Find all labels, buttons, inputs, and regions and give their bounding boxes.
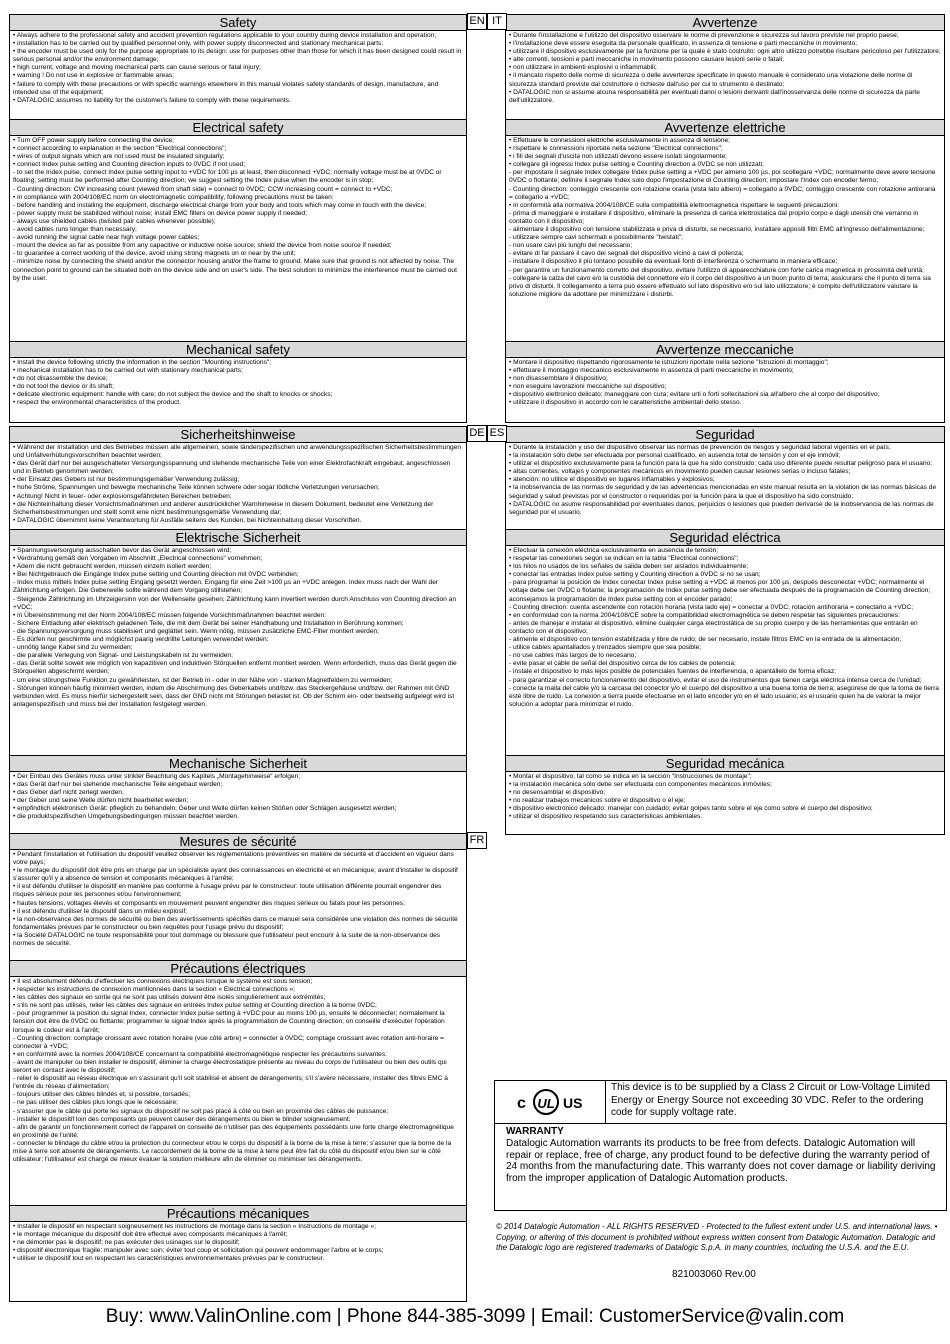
safety-item: • hohe Ströme, Spannungen und bewegte mechanische Teile können schwere oder sogar tödliche Verletzungen verursachen; xyxy=(13,484,380,492)
section-body xyxy=(10,1222,466,1301)
safety-item: • Durante la instalación y uso del dispositivo observar las normas de prevención de riesgos y seguridad laboral vigentes en el país; xyxy=(509,444,891,451)
section-de-0 xyxy=(9,426,467,530)
safety-item: • la instalación mecánica sólo debe ser efectuada con componentes mecánicos inmóviles; xyxy=(509,781,772,789)
safety-item: • installation has to be carried out by qualified personnel only, with power supply disconnected and stationary mechanical parts; xyxy=(13,40,384,48)
safety-item: • la non-observance des normes de sécurité ou bien des avertissements spécifiés dans ce manuel sera considérée une violation des normes de sécurité fondamentales prévues par le constructeur ou bien requêtes pour l'usage prévu du dispositif; xyxy=(13,915,458,931)
warranty-title: WARRANTY xyxy=(506,1126,564,1137)
lang-tag-en: EN xyxy=(467,13,487,30)
section-heading: Elektrische Sicherheit xyxy=(10,530,466,546)
section-body xyxy=(10,546,466,755)
safety-item: • respect the environmental characteristics of the product. xyxy=(13,399,181,407)
safety-item: • los hilos no usados de los señales de salida deben ser aislados individualmente; xyxy=(509,563,749,571)
section-heading: Safety xyxy=(10,15,466,31)
safety-item: • non disassemblare il dispositivo; xyxy=(509,375,608,383)
safety-item: - unnötig lange Kabel sind zu vermeiden; xyxy=(13,644,133,652)
safety-item: • Spannungsversorgung ausschalten bevor das Gerät angeschlossen wird; xyxy=(13,547,232,554)
safety-item: • utilizzare il dispositivo in accordo con le caratteristiche ambientali dello stesso. xyxy=(509,399,742,407)
safety-item: - Counting direction: cuenta ascendente con rotación horaria (vista lado eje) = conectar a 0VDC; rotación antihoraria = conectarlo a +VDC; xyxy=(509,603,914,611)
safety-item: • la instalación sólo debe ser efectuada por personal cualificado, en ausencia total de tensión y con el eje inmóvil; xyxy=(509,452,841,460)
safety-item: - avoid running the signal cable near high voltage power cables; xyxy=(13,234,200,242)
safety-item: - connecter le blindage du câble et/ou la protection du connecteur et/ou le corps du dispositif à la borne de la mise à terre; s'assurer que la borne de la mise à terre soit absente de dérangements. Le raccordement de la borne de la mise à terre peut être fait du côté du dispositif et/ou bien sur le côté utilisateur; l'utilisateur est chargé de mieux évaluer la solution meilleure afin de éliminer ou minimiser les dérangements. xyxy=(13,1139,452,1164)
section-heading: Mechanische Sicherheit xyxy=(10,756,466,772)
safety-item: • empfindlich elektronisch Gerät: pfleglich zu behandeln; Geber und Welle dürfen keinen Stößen oder Schlägen ausgesetzt werden; xyxy=(13,805,397,813)
safety-item: • alte correnti, tensioni e parti meccaniche in movimento possono causare lesioni serie o fatali; xyxy=(509,56,784,64)
safety-item: • hautes tensions, voltages élevés et composants en mouvement peuvent engendrer des risques sérieux ou fatals pour les personnes; xyxy=(13,899,405,907)
safety-item: - utilice cables apantallados y trenzados siempre que sea posible; xyxy=(509,644,702,652)
safety-item: • conectar las entradas Index pulse setting y Counting direction a 0VDC si no se usan; xyxy=(509,571,761,579)
safety-item: • la inobservancia de las normas de seguridad y de las advertencias mencionadas en este manual resulta en la violation de las normas básicas de seguridad y salud previstas por el constructor o requeridas por la función para la que el dispositivo ha sido construido; xyxy=(509,484,937,500)
section-heading: Sicherheitshinweise xyxy=(10,427,466,443)
safety-item: - installer le dispositif loin des composants qui peuvent causer des dérangements ou bien le blinder soigneusement; xyxy=(13,1115,351,1123)
safety-item: - Counting direction: CW increasing count (viewed from shaft side) = connect to 0VDC; CCW increasing count = connect to +VDC; xyxy=(13,185,393,193)
safety-item: • il est défendu d'utiliser le dispositif dans un milieu explosif; xyxy=(13,907,187,915)
section-heading: Electrical safety xyxy=(10,120,466,136)
safety-item: • dispositif électronique fragile: manipuler avec soin; éviter tout coup et sollicitation qui peuvent endommager l'arbre et le corps; xyxy=(13,1247,384,1255)
safety-item: • il est défendu d'utiliser le dispositif en manière pas conforme à l'usage prévu par le constructeur: toute utilisation différente pourrait engendrer des risques sérieux pour les personnes et/ou l'environnement; xyxy=(13,883,442,899)
safety-item: • en conformité avec la normes 2004/108/CE concernant la compatibilité électromagnétique respecter les précautions suivantes: xyxy=(13,1050,387,1058)
safety-item: • DATALOGIC no asume responsabilidad por eventuales danos, perjuicios o lesiones que pueden derivarse de la inobservancia de las normas de seguridad por el usuario. xyxy=(509,500,934,516)
section-it-2 xyxy=(505,342,945,423)
safety-item: • en conformidad con la norma 2004/108/CE sobre la compatibilidad electromagnética se deben respetar las siguientes precauciones: xyxy=(509,611,900,619)
safety-item: • mechanical installation has to be carried out with stationary mechanical parts; xyxy=(13,367,243,375)
safety-item: - Steigende Zählrichtung im Uhrzeigersinn von der Wellenseite gesehen; Zählrichtung kann invertiert werden durch Anschluss von Counting direction an +VDC; xyxy=(13,595,457,611)
safety-item: • respecter les instructions de connexion mentionnées dans la section « Electrical connections »; xyxy=(13,986,295,994)
safety-item: • no desensamblar el dispositivo; xyxy=(509,789,606,797)
safety-item: • Pendant l'installation et l'utilisation du dispositif veuillez observer les réglementations préventives en matière de sécurité et d'accident en vigueur dans votre pays; xyxy=(13,851,454,867)
safety-item: - Es dürfen nur geschirmte und möglichst paarig verdrillte Leitungen verwendet werden; xyxy=(13,636,269,644)
safety-item: - non usare cavi più lunghi del necessario; xyxy=(509,242,633,250)
ul-logo-us: US xyxy=(563,1095,583,1111)
safety-item: - afin de garantir un fonctionnement correct de l'appareil on conseille de n'utiliser pas des équipements possédants une forte charge électromagnétique en proximité de l'unité; xyxy=(13,1123,454,1139)
safety-item: - para programar la posición de Index conectar Index pulse setting a +VDC al menos por 100 µs, después desconectar +VDC; normalmente el voltaje debe ser 0VDC o flotante; la programación de Index pulse setting debe ser efectuada después de la programación de Counting direction; aconsejamos la programación de Index pulse setting con el encoder parado; xyxy=(509,579,931,603)
safety-item: • in compliance with 2004/108/EC norm on electromagnetic compatibility, following precautions must be taken: xyxy=(13,193,334,201)
section-heading: Seguridad mecánica xyxy=(506,756,944,772)
ul-divider xyxy=(605,1081,606,1123)
safety-item: • les câbles des signaux en sortie qui ne sont pas utilisés doivent être isolés singulièrement aux extrémités; xyxy=(13,994,326,1002)
section-fr-2 xyxy=(9,1206,467,1302)
safety-item: • respetar las conexiones según se indican en la tabla "Electrical connections"; xyxy=(509,555,739,563)
safety-item: • Montare il dispositivo rispettando rigorosamente le istruzioni riportate nella sezione "Istruzioni di montaggio"; xyxy=(509,359,829,366)
safety-item: • wires of output signals which are not used must be insulated singularly; xyxy=(13,153,225,161)
section-heading: Précautions électriques xyxy=(10,961,466,977)
safety-item: • Montar el dispositivo, tal como se indica en la sección "Instrucciones de montaje"; xyxy=(509,773,752,780)
safety-item: - collegare la calza del cavo e/o la custodia del connettore e/o il corpo del dispositivo a un buon punto di terra; assicurarsi che il punto di terra sia privo di disturbi. Il collegamento a terra può essere effettuato sul lato dispositivo e/o sul lato utilizzatore; è compito dell'utilizzatore valutare la soluzione migliore da adottare per minimizzare i disturbi. xyxy=(509,274,931,298)
safety-item: • l'installazione deve essere eseguita da personale qualificato, in assenza di tensione e parti meccaniche in movimento; xyxy=(509,40,858,48)
section-es-0 xyxy=(505,426,945,530)
safety-item: • do not tool the device or its shaft; xyxy=(13,383,114,391)
ul-logo xyxy=(515,1089,605,1115)
warranty-box xyxy=(494,1122,947,1211)
section-body xyxy=(10,136,466,341)
section-body xyxy=(506,443,944,529)
document-code: 821003060 Rev.00 xyxy=(672,1269,756,1280)
safety-item: - Counting direction: conteggio crescente con rotazione oraria (vista lato albero) = collegarlo a 0VDC; conteggio crescente con rotazione antioraria = collegarlo a +VDC; xyxy=(509,185,936,201)
safety-item: - power supply must be stabilized without noise; install EMC filters on device power supply if needed; xyxy=(13,209,307,217)
section-body xyxy=(506,546,944,755)
section-heading: Seguridad xyxy=(506,427,944,443)
safety-item: • Durante l'installazione e l'utilizzo del dispositivo osservare le norme di prevenzione e sicurezza sul lavoro previste nel proprio paese; xyxy=(509,32,899,39)
section-heading: Avvertenze meccaniche xyxy=(506,342,944,358)
safety-item: • in conformità alla normativa 2004/108/CE sulla compatibilità elettromagnetica rispettare le seguenti precauzioni: xyxy=(509,201,839,209)
safety-item: • der Einsatz des Gebers ist nur bestimmungsgemäßer Verwendung zulässig; xyxy=(13,476,240,484)
safety-item: - evite pasar el cable de señal del dispositivo cerca de los cables de potencia; xyxy=(509,660,736,668)
safety-item: - mount the device as far as possible from any capacitive or inductive noise source; shield the device from noise source if needed; xyxy=(13,242,392,250)
section-body xyxy=(506,358,944,422)
safety-item: • Turn OFF power supply before connecting the device; xyxy=(13,137,175,144)
safety-item: - per garantire un funzionamento corretto del dispositivo, evitare l'utilizzo di apparecchiature con forte carica magnetica in prossimità dell'unità; xyxy=(509,266,924,274)
safety-item: • collegare gli ingressi Index pulse setting e Counting direction a 0VDC se non utilizzati; xyxy=(509,161,764,169)
safety-item: - die parallele Verlegung von Signal- und Leistungskabeln ist zu vermeiden; xyxy=(13,652,233,660)
section-heading: Précautions mécaniques xyxy=(10,1206,466,1222)
section-it-0 xyxy=(505,14,945,120)
lang-tag-de: DE xyxy=(467,425,487,442)
safety-item: • Always adhere to the professional safety and accident prevention regulations applicable to your country during device installation and operation; xyxy=(13,32,437,39)
safety-item: • DATALOGIC assumes no liability for the customer's failure to comply with these requirements. xyxy=(13,96,291,104)
safety-item: • delicate electronic equipment: handle with care; do not subject the device and the shaft to knocks or shocks; xyxy=(13,391,333,399)
safety-item: • Während der Installation und des Betriebes müssen alle allgemeinen, sowie länderspezifischen und anwendungsspezifischen Sicherheitsbestimmungen und Unfallverhütungsvorschriften beachtet werden; xyxy=(13,444,462,460)
section-body xyxy=(10,31,466,119)
safety-item: • DATALOGIC übernimmt keine Verantwortung für Ausfälle seitens des Kunden, bei Nichteinhaltung dieser Vorschriften. xyxy=(13,516,362,524)
safety-item: • Installer le dispositif en respectant soigneusement les instructions de montage dans la section « Instructions de montage »; xyxy=(13,1223,376,1230)
section-body xyxy=(506,136,944,341)
safety-item: • dispositivo elettronico delicato: maneggiare con cura; evitare urti o forti sollecitazioni sia all'albero che al corpo del dispositivo; xyxy=(509,391,880,399)
safety-item: - Sichere Entladung aller elektrisch geladenen Teile, die mit dem Gerät bei seiner Handhabung und Installation in Berührung kommen; xyxy=(13,619,404,627)
safety-item: • Verdrahtung gemäß den Vorgaben im Abschnitt „Electrical connections“ vornehmen; xyxy=(13,555,263,563)
section-heading: Mesures de sécurité xyxy=(10,834,466,850)
section-body xyxy=(10,850,466,960)
safety-item: • effettuare il montaggio meccanico esclusivamente in assenza di parti meccaniche in movimento; xyxy=(509,367,794,375)
safety-item: - to guarantee a correct working of the device, avoid using strong magnets on or near by the unit; xyxy=(13,250,296,258)
safety-item: - installare il dispositivo il più lontano possibile da eventuali fonti di interferenza o schermarlo in maniera efficace; xyxy=(509,258,838,266)
safety-item: • warning ! Do not use in explosive or flammable areas; xyxy=(13,72,175,80)
safety-item: - alimente el dispositivo con tensión estabilizada y libre de ruido; de ser necesario, instale filtros EMC en la entrada de la alimentación; xyxy=(509,636,902,644)
section-body xyxy=(10,772,466,834)
safety-item: • DATALOGIC non si assume alcuna responsabilità per eventuali danni o lesioni derivanti dall'inosservanza delle norme di sicurezza da parte dell'utilizzatore. xyxy=(509,88,920,104)
safety-item: • i fili dei segnali d'uscita non utilizzati devono essere isolati singolarmente; xyxy=(509,153,727,161)
safety-item: • Efectuar la conexión eléctrica exclusivamente en ausencia de tensión; xyxy=(509,547,719,554)
safety-item: • no realizar trabajos mecanicos sobre el dispositivo o el eje; xyxy=(509,797,686,805)
safety-item: • der Geber und seine Welle dürfen nicht bearbeitet werden; xyxy=(13,797,189,805)
safety-item: • utilizzare il dispositivo esclusivamente per la funzione per la quale è stato costruito: ogni altro utilizzo potrebbe risultare pericoloso per l'utilizzatore; xyxy=(509,48,941,56)
safety-item: • in Übereinstimmung mit der Norm 2004/108/EC müssen folgende Vorsichtsmaßnahmen beachtet werden: xyxy=(13,611,327,619)
section-it-1 xyxy=(505,120,945,342)
safety-item: • connect according to explanation in the section "Electrical connections"; xyxy=(13,145,227,153)
safety-item: - Index muss mittels Index pulse setting Eingang gesetzt werden. Eingang für eine Zeit >100 µs an +VDC anlegen. Index muss nach der Wahl der Zählrichtung erfolgen. Die Geberwelle sollte während dem Vorgang stillstehen; xyxy=(13,579,439,595)
safety-item: • die Nichteinhaltung dieser Vorsichtsmaßnahmen und anderer ausdrücklicher Warnhinweise in diesem Dokument, bedeutet eine Verletzung der Sicherheitsbestimmungen und stellt somit eine nicht bestimmungsgemäße Verwendung dar; xyxy=(13,500,434,516)
safety-item: - utilizzare sempre cavi schermati e possibilmente "twistati"; xyxy=(509,234,683,242)
section-body xyxy=(506,772,944,834)
section-de-2 xyxy=(9,756,467,835)
safety-item: • high current, voltage and moving mechanical parts can cause serious or fatal injury; xyxy=(13,64,261,72)
lang-tag-fr: FR xyxy=(467,832,487,849)
section-en-2 xyxy=(9,342,467,423)
section-fr-0 xyxy=(9,833,467,961)
safety-item: - alimentare il dispositivo con tensione stabilizzata e priva di disturbi, se necessario, installare appositi filtri EMC all'ingresso dell'alimentazione; xyxy=(509,226,925,234)
column-french xyxy=(9,833,485,1302)
safety-item: • le montage mécanique du dispositif doit être effectué avec composants mécaniques à l'arrêt; xyxy=(13,1231,288,1239)
safety-item: - das Gerät sollte soweit wie möglich von kapazitiven und induktiven Störquellen entfernt montiert werden. Wenn erforderlich, muss das Gerät gegen die Störquellen abgeschirmt werden; xyxy=(13,660,457,676)
safety-item: • s'ils ne sont pas utilisés, relier les câbles des signaux en entrées Index pulse setting et Counting direction à la borne 0VDC; xyxy=(13,1002,377,1010)
safety-item: • connect Index pulse setting and Counting direction inputs to 0VDC if not used; xyxy=(13,161,246,169)
safety-item: • Adern die nicht gebraucht werden, müssen einzeln isoliert werden; xyxy=(13,563,212,571)
section-heading: Seguridad eléctrica xyxy=(506,530,944,546)
section-body xyxy=(10,443,466,529)
safety-item: - no use cables más largos de lo necesario; xyxy=(509,652,637,660)
lang-tag-es: ES xyxy=(487,425,507,442)
safety-item: - always use shielded cables (twisted pair cables whenever possible); xyxy=(13,217,216,225)
safety-item: - um eine störungsfreie Funktion zu gewährleisten, ist der Betrieb in - oder in der Nähe von - starken Magnetfeldern zu vermeiden; xyxy=(13,676,393,684)
safety-item: - pour programmer la position du signal Index, connecter Index pulse setting à +VDC pour au moins 100 µs, ensuite le déconnecter; normalement la tension doit être de 0VDC ou flottante; programmer le signal Index après la programmation de Counting direction; on conseille d'exécuter l'opération lorsque le codeur est à l'arrêt; xyxy=(13,1010,445,1034)
safety-item: - before handling and installing the equipment, discharge electrical charge from your body and tools which may come in touch with the device; xyxy=(13,201,427,209)
safety-item: • Install the device following strictly the information in the section "Mounting instructions"; xyxy=(13,359,272,366)
ul-notice-text: This device is to be supplied by a Class 2 Circuit or Low-Voltage Limited Energy or Energy Source not exceeding 30 VDC. Refer to the ordering code for supply voltage rate. xyxy=(611,1082,931,1118)
safety-item: • die produktspezifischen Umgebungsbedingungen müssen beachtet werden. xyxy=(13,813,239,821)
lang-tag-it: IT xyxy=(487,13,507,30)
safety-item: - toujours utiliser des câbles blindés et, si possible, torsadés; xyxy=(13,1091,191,1099)
safety-item: - avant de manipuler ou bien installer le dispositif, éliminer la charge électrostatique présente au niveau du corps de l'utilisateur ou bien des outils qui seront en contact avec le dispositif; xyxy=(13,1058,447,1075)
section-en-1 xyxy=(9,120,467,342)
safety-item: - avoid cables runs longer than necessary; xyxy=(13,226,137,234)
safety-item: • Effettuare le connessioni elettriche esclusivamente in assenza di tensione; xyxy=(509,137,731,144)
safety-item: • dispositivo electrónico delicado: manejar con cuidado; evitar golpes tanto sobre el eje como sobre el cuerpo del dispositivo; xyxy=(509,805,873,813)
safety-item: - per impostare il segnale Index collegare Index pulse setting a +VDC per almeno 100 µs, poi scollegare +VDC; normalmente deve avere tensione 0VDC o flottante; definire il segnale Index solo dopo l'impostazione di Counting direction; impostare l'Index con encoder fermo; xyxy=(509,169,936,185)
section-es-1 xyxy=(505,530,945,756)
safety-item: • utiliser le dispositif tout en respectant les caractéristiques environnementales prévues par le constructeur. xyxy=(13,1255,325,1263)
safety-item: • Il est absolument défendu d'effectuer les connexions électriques lorsque le système est sous tension; xyxy=(13,978,313,985)
safety-item: - prima di maneggiare e installare il dispositivo, eliminare la presenza di carica elettrostatica dal proprio corpo e dagli utensili che verranno in contatto con il dispositivo; xyxy=(509,209,919,225)
safety-item: • das Gerät darf nur bei ausgeschalteter Versorgungsspannung und stehende mechanische Teile von einer Elektrofachkraft eingebaut, angeschlossen und in Betrieb genommen werden; xyxy=(13,460,451,476)
ul-logo-c: c xyxy=(517,1095,526,1112)
safety-item: • Der Einbau des Gerätes muss unter strikter Beachtung des Kapitels „Montagehinweise“ erfolgen; xyxy=(13,773,301,780)
safety-item: • utilizar el dispositivo exclusivamente para la función para la que ha sido construido: cada uso diferente puede resultar peligroso para el usuario; xyxy=(509,460,933,468)
ul-notice-box xyxy=(494,1080,947,1124)
safety-item: - ne pas utiliser des câbles plus longs que le nécessaire; xyxy=(13,1099,178,1107)
copyright-text: © 2014 Datalogic Automation - ALL RIGHTS RESERVED - Protected to the fullest extent under U.S. and international laws. • Copying, or altering of this document is prohibited without express written consent from Datalogic Automation. Datalogic and the Datalogic logo are registered trademarks of Datalogic S.p.A. in many countries, including the U.S.A. and the E.U. xyxy=(496,1222,938,1252)
safety-item: • non eseguire lavorazioni meccaniche sul dispositivo; xyxy=(509,383,667,391)
column-spanish xyxy=(489,426,945,835)
safety-item: • failure to comply with these precautions or with specific warnings elsewhere in this manual violates safety standards of design, manufacture, and intended use of the equipment; xyxy=(13,80,439,96)
safety-item: • the encoder must be used only for the purpose appropriate to its design: use for purposes other than those for which it has been designed could result in serious personal and/or the environment damage; xyxy=(13,48,462,64)
section-en-0 xyxy=(9,14,467,120)
warranty-text: Datalogic Automation warrants its products to be free from defects. Datalogic Automation will repair or replace, free of charge, any product found to be defective during the warranty period of 24 months from the manufacturing date. This warranty does not cover damage or liability deriving from the improper application of Datalogic Automation products. xyxy=(506,1138,936,1184)
safety-item: - die Spannungsversorgung muss stabilisiert und geglättet sein. Wenn nötig, müssen zusätzliche EMC-Filter montiert werden; xyxy=(13,627,380,635)
safety-item: - evitare di far passare il cavo dei segnali del dispositivo vicino a cavi di potenza; xyxy=(509,250,744,258)
section-body xyxy=(506,31,944,119)
safety-item: - to set the Index pulse, connect Index pulse setting input to +VDC for 100 µs at least, then disconnect +VDC; normally voltage must be at 0VDC or floating; setting must be performed after Counting direction; we suggest setting the Index pulse when the encoder is in stop; xyxy=(13,169,442,185)
section-fr-1 xyxy=(9,961,467,1206)
section-heading: Avvertenze elettriche xyxy=(506,120,944,136)
safety-item: - s'assurer que le câble qui porte les signaux du dispositif ne soit pas placé à côté ou bien en proximité des câbles de puissance; xyxy=(13,1107,389,1115)
safety-item: • Bei Nichtgebrauch die Eingänge Index pulse setting und Counting direction mit 0VDC verbinden; xyxy=(13,571,299,579)
safety-item: - Counting direction: comptage croissant avec rotation horaire (vue côté arbre) = connecter à 0VDC; comptage croissant avec rotation anti-horaire = connecter à +VDC; xyxy=(13,1034,445,1050)
safety-item: • das Geber darf nicht zerlegt werden; xyxy=(13,789,124,797)
ul-logo-circle: UL xyxy=(533,1089,559,1115)
column-german xyxy=(9,426,485,835)
section-body xyxy=(10,977,466,1205)
safety-item: - para garantizar el correcto funcionamiento del dispositivo, evitar el uso de instrumentos que tienen carga eléctrica intensa cerca de l'unidad; xyxy=(509,676,922,684)
safety-item: • altas corrientes, voltajes y componentes mecánicos en movimiento pueden causar lesiones serias o incluso fatales; xyxy=(509,468,851,476)
section-de-1 xyxy=(9,530,467,756)
safety-item: • la Société DATALOGIC ne toute responsabilité pour tout dommage ou blessure que l'utilisateur peut encourir à la suite de la non-observance des normes de sécurité. xyxy=(13,931,441,948)
column-italian xyxy=(492,14,945,423)
safety-item: • il mancato rispetto delle norme di sicurezza o delle avvertenze specificate in questo manuale è considerato una violazione delle norme di sicurezza standard previste dal costruttore o richieste dall'uso per cui lo strumento è destinato; xyxy=(509,72,913,88)
column-english xyxy=(9,14,485,423)
safety-item: • do not disassemble the device; xyxy=(13,375,108,383)
safety-item: • Achtung! Nicht in feuer- oder explosionsgefährdeten Bereichen betreiben; xyxy=(13,492,232,500)
section-es-2 xyxy=(505,756,945,835)
safety-item: • le montage du dispositif doit être pris en charge par un spécialiste ayant des connaissances en électricité et en mécanique; avant d'installer le dispositif s'assurer qu'il y a absence de tension et composants mécaniques à l'arrête; xyxy=(13,867,458,883)
safety-item: • atención: no utilice el dispositivo en lugares inflamables y explosivos; xyxy=(509,476,715,484)
safety-item: • ne démonter pas le dispositif; ne pas exécuter des usinages sur le dispositif; xyxy=(13,1239,240,1247)
safety-item: • non utilizzare in ambienti esplosivi o infiammabili; xyxy=(509,64,657,72)
safety-item: - instale el dispositivo lo más lejos posible de potenciales fuentes de interferencia, o apantállelo de forma eficaz; xyxy=(509,668,836,676)
safety-item: - relier le dispositif au réseau électrique en s'assurant qu'il soit stabilisé et absent de dérangements; s'il s'avère nécessaire, installer des filtres EMC à l'entrée du réseau d'alimentation; xyxy=(13,1075,448,1091)
section-body xyxy=(10,358,466,422)
safety-item: • das Gerät darf nur bei stehende mechanische Teile eingebaut werden; xyxy=(13,781,223,789)
safety-item: - conecte la malla del cable y/o la carcasa del conector y/o el cuerpo del dispositivo a una buena toma de tierra; asegúrese de que la toma de tierra esté libre de ruido. La conexión a tierra puede efectuarse en el lado encoder y/o en el lado usuario, es el usuario quien ha de valorar la mejor solución a adoptar para minimizar el ruido. xyxy=(509,684,939,708)
footer-contact: Buy: www.ValinOnline.com | Phone 844-385-3099 | Email: CustomerService@valin.com xyxy=(105,1306,845,1327)
safety-item: • utilizar el dispositivo respetando sus características ambientales. xyxy=(509,813,703,821)
safety-item: • rispettare le connessioni riportate nella sezione "Electrical connections"; xyxy=(509,145,723,153)
section-heading: Avvertenze xyxy=(506,15,944,31)
safety-item: - antes de manejar e instalar el dispositivo, elimine cualquier carga electrostática de su propio cuerpo y de las herramientas que entrarán en contacto con el dispositivo; xyxy=(509,619,918,635)
safety-item: - minimize noise by connecting the shield and/or the connector housing and/or the frame to ground. Make sure that ground is not affected by noise. The connection point to ground can be situated both on the device side and on user's side. The best solution to minimize the interference must be carried out by the user. xyxy=(13,258,457,282)
safety-item: - Störungen können häufig minimiert werden, indem die Abschirmung des Geberkabels und/bzw. das Steckergehäuse und/bzw. der Rahmen mit GND verbunden wird. Es muss hierfür sichergestellt sein, dass der GND nicht mit Störungen belastet ist. Ob der Schirm ein- oder beidseitig aufgelegt wird ist anlagenspezifisch und muss bei der Installation festgelegt werden. xyxy=(13,684,455,708)
section-heading: Mechanical safety xyxy=(10,342,466,358)
